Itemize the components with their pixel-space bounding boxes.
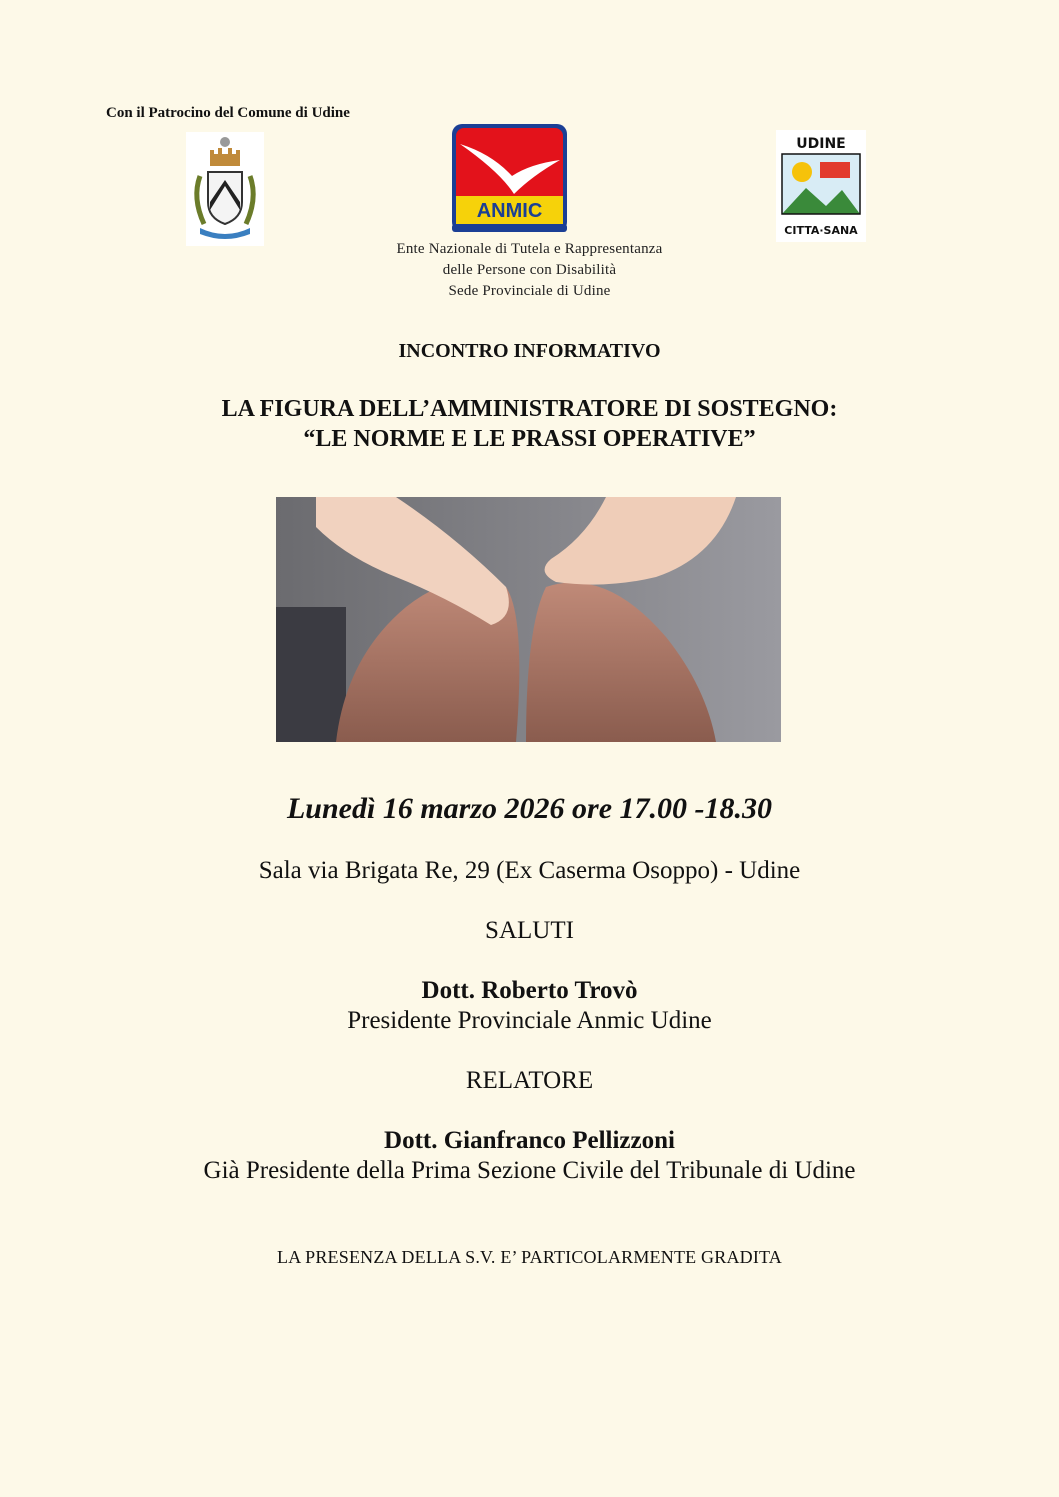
udine-coat-of-arms-logo — [186, 132, 264, 246]
event-title-line-1: LA FIGURA DELL’AMMINISTRATORE DI SOSTEGNO: — [221, 396, 838, 422]
citta-logo-bottom-text: CITTA·SANA — [784, 224, 858, 237]
anmic-logo — [452, 124, 567, 232]
udine-citta-sana-logo — [776, 130, 866, 242]
anmic-logo-text: ANMIC — [476, 200, 543, 222]
speaker-role: Già Presidente della Prima Sezione Civile del Tribunale di Udine — [203, 1157, 856, 1184]
organization-line-1: Ente Nazionale di Tutela e Rappresentanza — [396, 241, 663, 257]
organization-line-2: delle Persone con Disabilità — [442, 262, 617, 278]
organization-line-3: Sede Provinciale di Udine — [448, 283, 611, 299]
citta-logo-top-text: UDINE — [796, 136, 846, 152]
speaker-heading: RELATORE — [465, 1067, 594, 1094]
footer-note: LA PRESENZA DELLA S.V. E’ PARTICOLARMENTE GRADITA — [277, 1247, 782, 1267]
greetings-role: Presidente Provinciale Anmic Udine — [347, 1007, 712, 1034]
event-date-time: Lunedì 16 marzo 2026 ore 17.00 -18.30 — [286, 792, 772, 825]
event-type: INCONTRO INFORMATIVO — [398, 340, 661, 362]
hands-photo — [276, 497, 781, 742]
patronage-text: Con il Patrocino del Comune di Udine — [106, 105, 350, 121]
event-title-line-2: “LE NORME E LE PRASSI OPERATIVE” — [303, 426, 756, 452]
speaker-name: Dott. Gianfranco Pellizzoni — [384, 1127, 675, 1154]
greetings-heading: SALUTI — [485, 917, 574, 944]
event-venue: Sala via Brigata Re, 29 (Ex Caserma Osoppo) - Udine — [258, 857, 801, 884]
greetings-name: Dott. Roberto Trovò — [421, 977, 638, 1004]
